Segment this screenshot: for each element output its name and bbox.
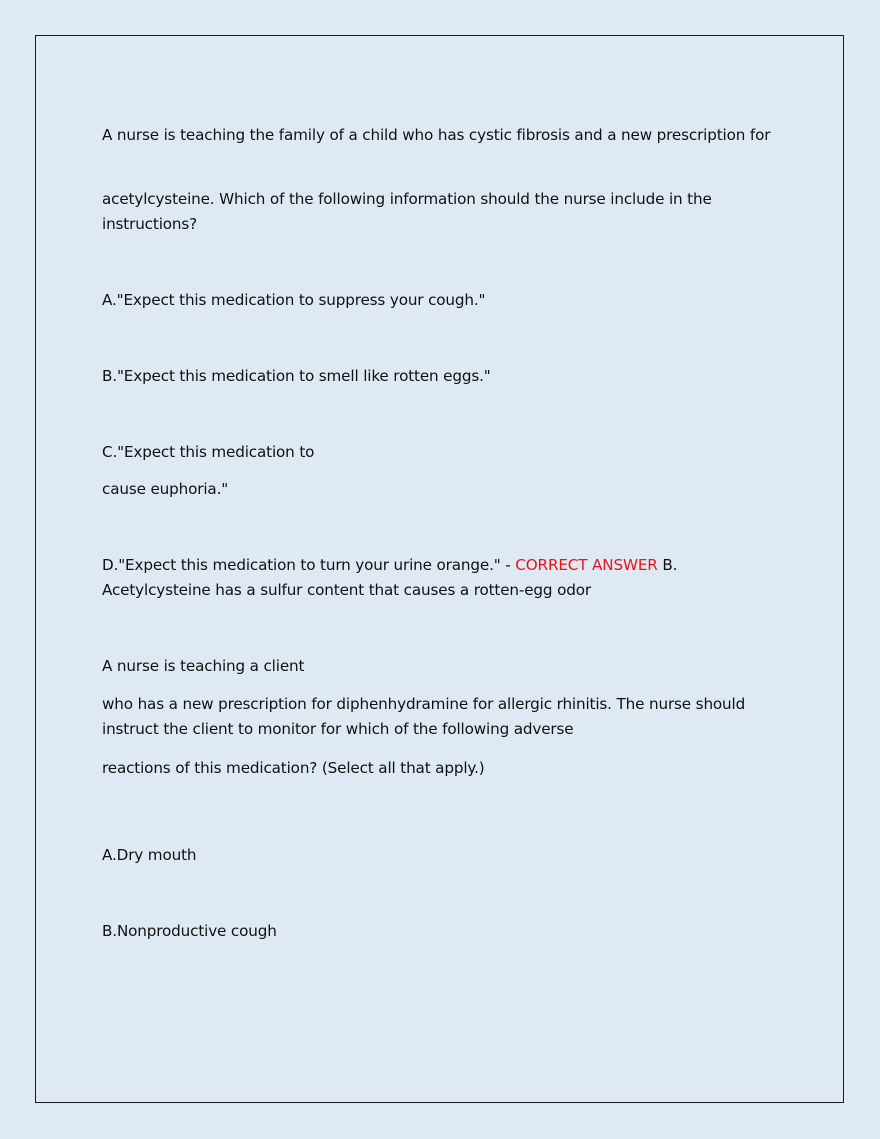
q1-option-c-part1: C."Expect this medication to (102, 443, 315, 461)
q1-option-b: B."Expect this medication to smell like rotten eggs." (102, 367, 491, 385)
q2-stem-line2: who has a new prescription for diphenhydramine for allergic rhinitis. The nurse should instruct the client to monitor for which of the following adverse (102, 695, 746, 738)
q1-option-c-part2: cause euphoria." (102, 480, 229, 498)
q1-stem-line2: acetylcysteine. Which of the following information should the nurse include in the instructions? (102, 190, 712, 233)
q2-stem-line3: reactions of this medication? (Select all that apply.) (102, 759, 485, 777)
q1-rationale: B. Acetylcysteine has a sulfur content that causes a rotten-egg odor (102, 556, 678, 599)
q1-option-d: D."Expect this medication to turn your urine orange." - (102, 556, 516, 574)
correct-answer-label: CORRECT ANSWER (515, 556, 658, 574)
q2-option-a: A.Dry mouth (102, 846, 197, 864)
q2-option-b: B.Nonproductive cough (102, 922, 277, 940)
q2-stem-line1: A nurse is teaching a client (102, 657, 305, 675)
q1-option-a: A."Expect this medication to suppress your cough." (102, 291, 486, 309)
q1-option-d-answer (102, 553, 772, 603)
q1-stem-line1: A nurse is teaching the family of a child who has cystic fibrosis and a new prescription for (102, 126, 771, 144)
